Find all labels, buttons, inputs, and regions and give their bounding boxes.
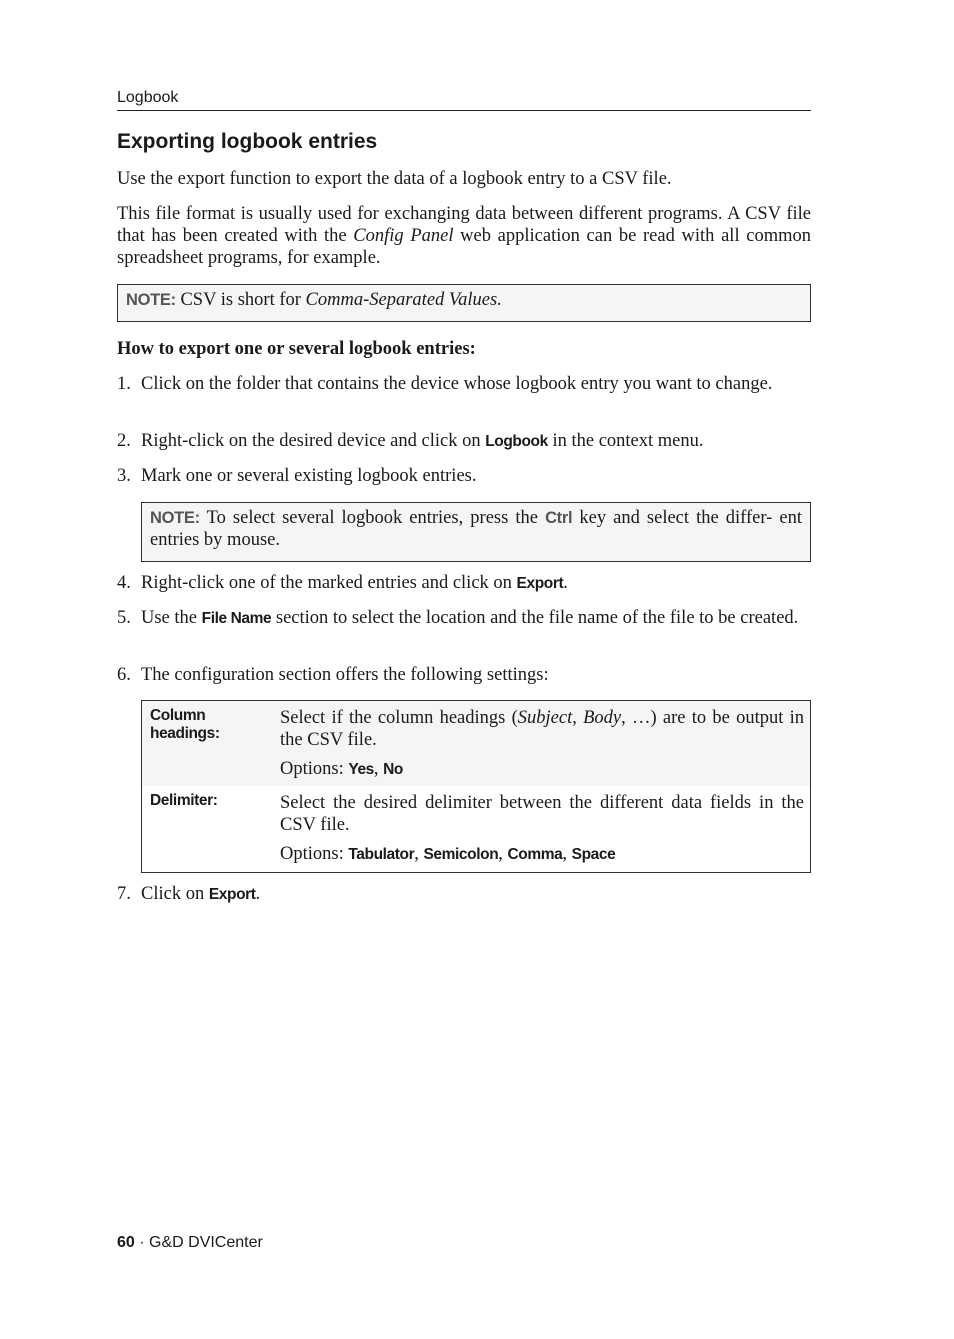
note-csv: NOTE: CSV is short for Comma-Separated Values.	[117, 284, 811, 322]
page-number: 60	[117, 1234, 135, 1251]
howto-heading: How to export one or several logbook entries:	[117, 339, 476, 359]
step-1: 1. Click on the folder that contains the device whose logbook entry you want to change.	[117, 374, 773, 394]
settings-table	[141, 700, 811, 873]
step-5: 5. Use the File Name section to select the location and the file name of the file to be created.	[117, 608, 799, 628]
ctrl-key: Ctrl	[545, 509, 573, 527]
ui-export: Export	[516, 575, 564, 592]
note-label: NOTE:	[126, 291, 176, 309]
ui-export: Export	[208, 886, 256, 903]
ui-logbook: Logbook	[485, 433, 548, 450]
step-2: 2. Right-click on the desired device and click on Logbook in the context menu.	[117, 431, 704, 451]
csv-term: Comma-Separated Values.	[305, 290, 502, 310]
section-title: Exporting logbook entries	[117, 130, 378, 153]
setting-label: Delimiter:	[150, 792, 218, 809]
setting-options: Options: Tabulator, Semicolon, Comma, Space	[280, 844, 616, 864]
format-paragraph: This file format is usually used for exchanging data between different programs. A CSV file that has been created with the Config Panel web application can be read with all common spreadsheet programs, for example.	[117, 204, 811, 268]
product-name: G&D DVICenter	[149, 1234, 263, 1251]
step-4: 4. Right-click one of the marked entries and click on Export.	[117, 573, 568, 593]
step-3: 3. Mark one or several existing logbook entries.	[117, 466, 477, 486]
ui-file-name: File Name	[201, 610, 272, 627]
note-ctrl: NOTE: To select several logbook entries, press the Ctrl key and select the differ- ent entries by mouse.	[141, 502, 811, 562]
app-name: Config Panel	[353, 226, 454, 246]
running-header: Logbook	[117, 89, 811, 111]
setting-delimiter	[142, 786, 810, 872]
note-label: NOTE:	[150, 509, 200, 527]
step-6: 6. The configuration section offers the following settings:	[117, 665, 549, 685]
step-7: 7. Click on Export.	[117, 884, 261, 904]
intro-paragraph: Use the export function to export the data of a logbook entry to a CSV file.	[117, 169, 672, 189]
page-footer: 60 · G&D DVICenter	[117, 1234, 263, 1251]
setting-description: Select if the column headings (Subject, Body, …) are to be output in the CSV file.	[280, 708, 804, 750]
setting-description: Select the desired delimiter between the different data fields in the CSV file.	[280, 793, 804, 835]
setting-options: Options: Yes, No	[280, 759, 404, 779]
setting-column-headings	[142, 701, 810, 786]
setting-label: Column headings:	[150, 707, 220, 742]
